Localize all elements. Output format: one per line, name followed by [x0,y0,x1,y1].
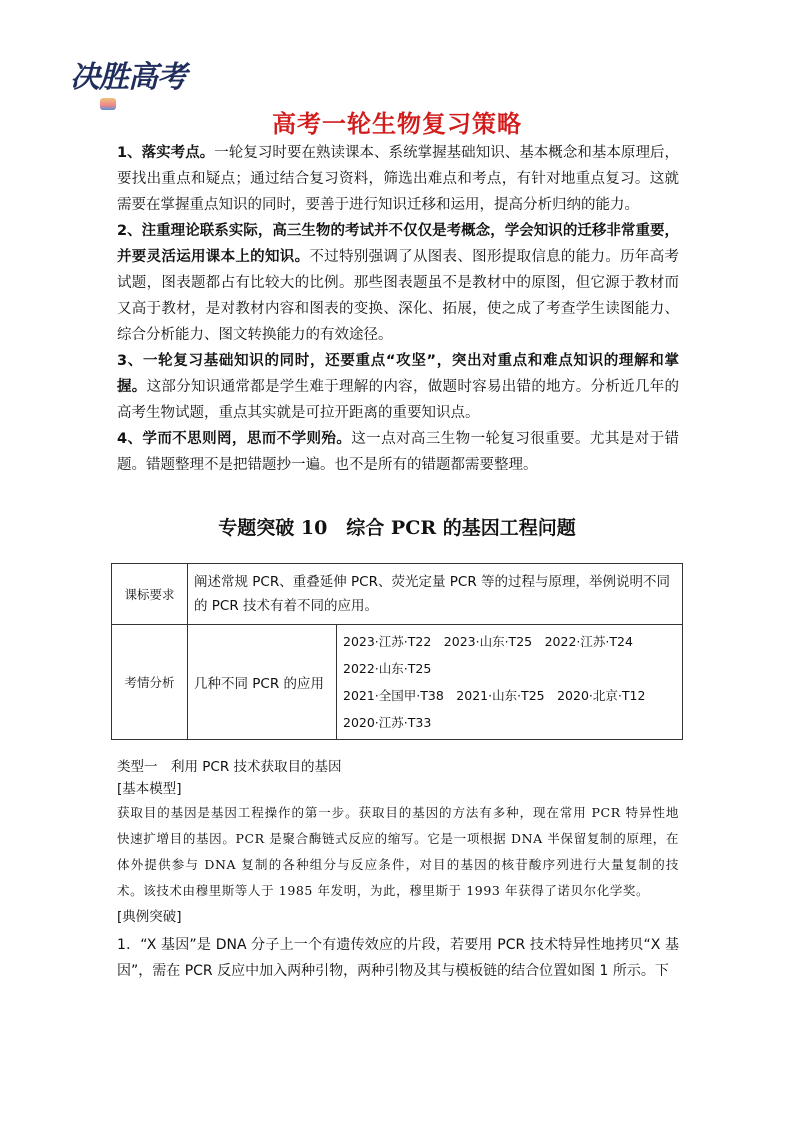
info-table [111,563,683,740]
strategy-paragraph-1 [117,140,679,218]
basic-model-text: 获取目的基因是基因工程操作的第一步。获取目的基因的方法有多种，现在常用 PCR 特异性地快速扩增目的基因。PCR 是聚合酶链式反应的缩写。它是一项根据 DNA 半保留复制的原理，在体外提供参与 DNA 复制的各种组分与反应条件，对目的基因的核苷酸序列进行大量复制的技术。该技术由穆里斯等人于 1985 年发明，为此，穆里斯于 1993 年获得了诺贝尔化学奖。 [117,805,679,898]
ref-line: 2023·江苏·T22 2023·山东·T25 2022·江苏·T24 [343,634,633,649]
page-title: 高考一轮生物复习策略 [272,110,522,138]
table-row [112,625,683,740]
logo-text: 决胜高考 [70,60,186,95]
strategy-2-text: 不过特别强调了从图表、图形提取信息的能力。历年高考试题，图表题都占有比较大的比例。那些图表题虽不是教材中的原图，但它源于教材而又高于教材，是对教材内容和图表的变换、深化、拓展，使之成了考查学生读图能力、综合分析能力、图文转换能力的有效途径。 [117,249,680,343]
strategy-1-text: 一轮复习时要在熟读课本、系统掌握基础知识、基本概念和基本原理后，要找出重点和疑点；通过结合复习资料，筛选出难点和考点，有针对地重点复习。这就需要在掌握重点知识的同时，要善于进行知识迁移和运用，提高分析归纳的能力。 [117,145,680,213]
strategy-section [117,140,679,478]
basic-model-heading: [基本模型] [117,781,182,797]
analysis-topic: 几种不同 PCR 的应用 [188,625,337,740]
section-title: 专题突破 10 综合 PCR 的基因工程问题 [218,517,576,539]
analysis-refs [337,625,683,740]
main-content [117,756,679,984]
table-row [112,564,683,625]
strategy-2-heading: 2、注重理论联系实际，高三生物的考试并不仅仅是考概念，学会知识的迁移非常重要，并要灵活运用课本上的知识。 [117,223,679,265]
strategy-3-text: 这部分知识通常都是学生难于理解的内容，做题时容易出错的地方。分析近几年的高考生物试题，重点其实就是可拉开距离的重要知识点。 [117,379,680,421]
curriculum-label: 课标要求 [112,564,188,625]
strategy-4-heading: 4、学而不思则罔，思而不学则殆。 [117,431,352,447]
example-heading: [典例突破] [117,909,182,925]
curriculum-text: 阐述常规 PCR、重叠延伸 PCR、荧光定量 PCR 等的过程与原理，举例说明不同的 PCR 技术有着不同的应用。 [188,564,683,625]
type-heading: 类型一 利用 PCR 技术获取目的基因 [117,759,342,775]
strategy-4-text: 这一点对高三生物一轮复习很重要。尤其是对于错题。错题整理不是把错题抄一遍。也不是所有的错题都需要整理。 [117,431,679,473]
strategy-paragraph-3 [117,348,679,426]
analysis-label: 考情分析 [112,625,188,740]
ref-line: 2022·山东·T25 [343,661,432,676]
strategy-3-heading: 3、一轮复习基础知识的同时，还要重点“攻坚”，突出对重点和难点知识的理解和掌握。 [117,353,679,395]
ref-line: 2021·全国甲·T38 2021·山东·T25 2020·北京·T12 [343,688,646,703]
strategy-paragraph-4 [117,426,679,478]
strategy-paragraph-2 [117,218,679,348]
ref-line: 2020·江苏·T33 [343,715,432,730]
strategy-1-heading: 1、落实考点。 [117,145,215,161]
question-1: 1．“X 基因”是 DNA 分子上一个有遗传效应的片段，若要用 PCR 技术特异性地拷贝“X 基因”，需在 PCR 反应中加入两种引物，两种引物及其与模板链的结合位置如图 1 所示。下 [117,937,679,979]
